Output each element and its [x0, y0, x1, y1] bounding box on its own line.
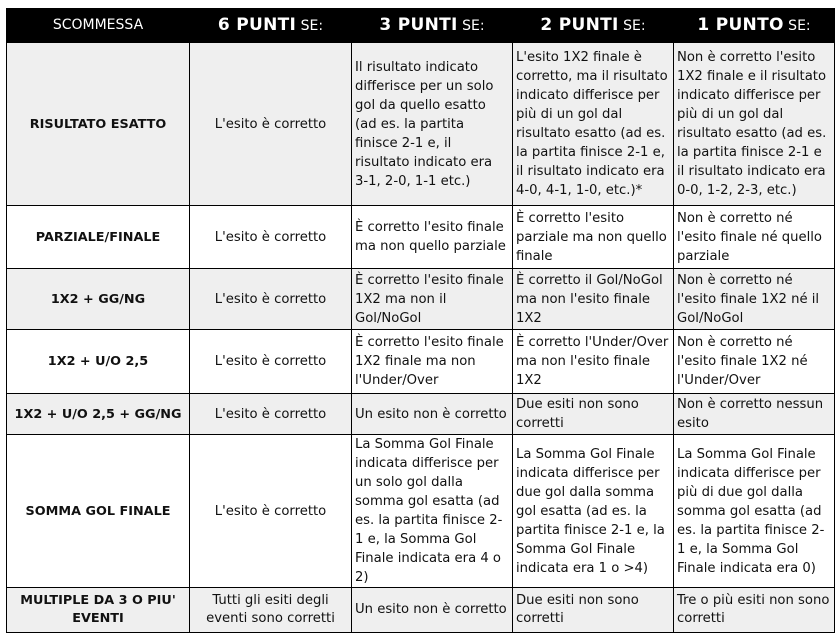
two-points-cell: È corretto l'Under/Over ma non l'esito finale 1X2 [513, 330, 674, 394]
one-point-cell: Non è corretto né l'esito finale 1X2 né il Gol/NoGol [674, 269, 835, 330]
six-points-cell: L'esito è corretto [190, 43, 352, 206]
header-3-punti-label: 3 PUNTI [379, 14, 458, 35]
header-3-punti [352, 9, 513, 43]
table-row [7, 435, 835, 588]
bet-type-label: 1X2 + U/O 2,5 [7, 330, 190, 394]
table-row [7, 588, 835, 633]
table-row [7, 330, 835, 394]
bet-type-label: 1X2 + U/O 2,5 + GG/NG [7, 394, 190, 435]
bet-type-label: MULTIPLE DA 3 O PIU' EVENTI [7, 588, 190, 633]
header-2-punti [513, 9, 674, 43]
six-points-cell: Tutti gli esiti degli eventi sono corretti [190, 588, 352, 633]
table-row [7, 394, 835, 435]
one-point-cell: Non è corretto né l'esito finale 1X2 né l'Under/Over [674, 330, 835, 394]
header-2-punti-label: 2 PUNTI [540, 14, 619, 35]
header-6-punti [190, 9, 352, 43]
header-6-punti-suffix: SE: [296, 17, 324, 34]
table-row [7, 206, 835, 269]
two-points-cell: Due esiti non sono corretti [513, 588, 674, 633]
six-points-cell: L'esito è corretto [190, 435, 352, 588]
one-point-cell: Non è corretto nessun esito [674, 394, 835, 435]
one-point-cell: Non è corretto né l'esito finale né quello parziale [674, 206, 835, 269]
six-points-cell: L'esito è corretto [190, 269, 352, 330]
one-point-cell: Tre o più esiti non sono corretti [674, 588, 835, 633]
six-points-cell: L'esito è corretto [190, 330, 352, 394]
bet-type-label: 1X2 + GG/NG [7, 269, 190, 330]
three-points-cell: Il risultato indicato differisce per un solo gol da quello esatto (ad es. la partita finisce 2-1 e, il risultato indicato era 3-1, 2-0, 1-1 etc.) [352, 43, 513, 206]
bet-type-label: PARZIALE/FINALE [7, 206, 190, 269]
two-points-cell: È corretto l'esito parziale ma non quello finale [513, 206, 674, 269]
header-2-punti-suffix: SE: [618, 17, 646, 34]
two-points-cell: L'esito 1X2 finale è corretto, ma il risultato indicato differisce per più di un gol dal risultato esatto (ad es. la partita finisce 2-1 e, il risultato indicato era 4-0, 4-1, 1-0, etc.)* [513, 43, 674, 206]
two-points-cell: La Somma Gol Finale indicata differisce per due gol dalla somma gol esatta (ad es. la partita finisce 2-1 e, la Somma Gol Finale indicata era 1 o >4) [513, 435, 674, 588]
table-row [7, 43, 835, 206]
two-points-cell: È corretto il Gol/NoGol ma non l'esito finale 1X2 [513, 269, 674, 330]
three-points-cell: È corretto l'esito finale ma non quello parziale [352, 206, 513, 269]
three-points-cell: Un esito non è corretto [352, 394, 513, 435]
one-point-cell: La Somma Gol Finale indicata differisce per più di due gol dalla somma gol esatta (ad es. la partita finisce 2-1 e, la Somma Gol Finale indicata era 0) [674, 435, 835, 588]
table-row [7, 269, 835, 330]
header-scommessa: SCOMMESSA [7, 9, 190, 43]
six-points-cell: L'esito è corretto [190, 394, 352, 435]
six-points-cell: L'esito è corretto [190, 206, 352, 269]
bet-type-label: RISULTATO ESATTO [7, 43, 190, 206]
header-row [7, 9, 835, 43]
one-point-cell: Non è corretto l'esito 1X2 finale e il risultato indicato differisce per più di un gol dal risultato esatto (ad es. la partita finisce 2-1 e il risultato indicato era 0-0, 1-2, 2-3, etc.) [674, 43, 835, 206]
three-points-cell: Un esito non è corretto [352, 588, 513, 633]
three-points-cell: È corretto l'esito finale 1X2 finale ma non l'Under/Over [352, 330, 513, 394]
header-6-punti-label: 6 PUNTI [217, 14, 297, 35]
bet-type-label: SOMMA GOL FINALE [7, 435, 190, 588]
header-1-punto-suffix: SE: [783, 17, 811, 34]
header-1-punto-label: 1 PUNTO [697, 14, 784, 35]
header-1-punto [674, 9, 835, 43]
scoring-table [6, 8, 835, 633]
two-points-cell: Due esiti non sono corretti [513, 394, 674, 435]
three-points-cell: La Somma Gol Finale indicata differisce per un solo gol dalla somma gol esatta (ad es. la partita finisce 2-1 e, la Somma Gol Finale indicata era 4 o 2) [352, 435, 513, 588]
three-points-cell: È corretto l'esito finale 1X2 ma non il Gol/NoGol [352, 269, 513, 330]
header-3-punti-suffix: SE: [457, 17, 485, 34]
